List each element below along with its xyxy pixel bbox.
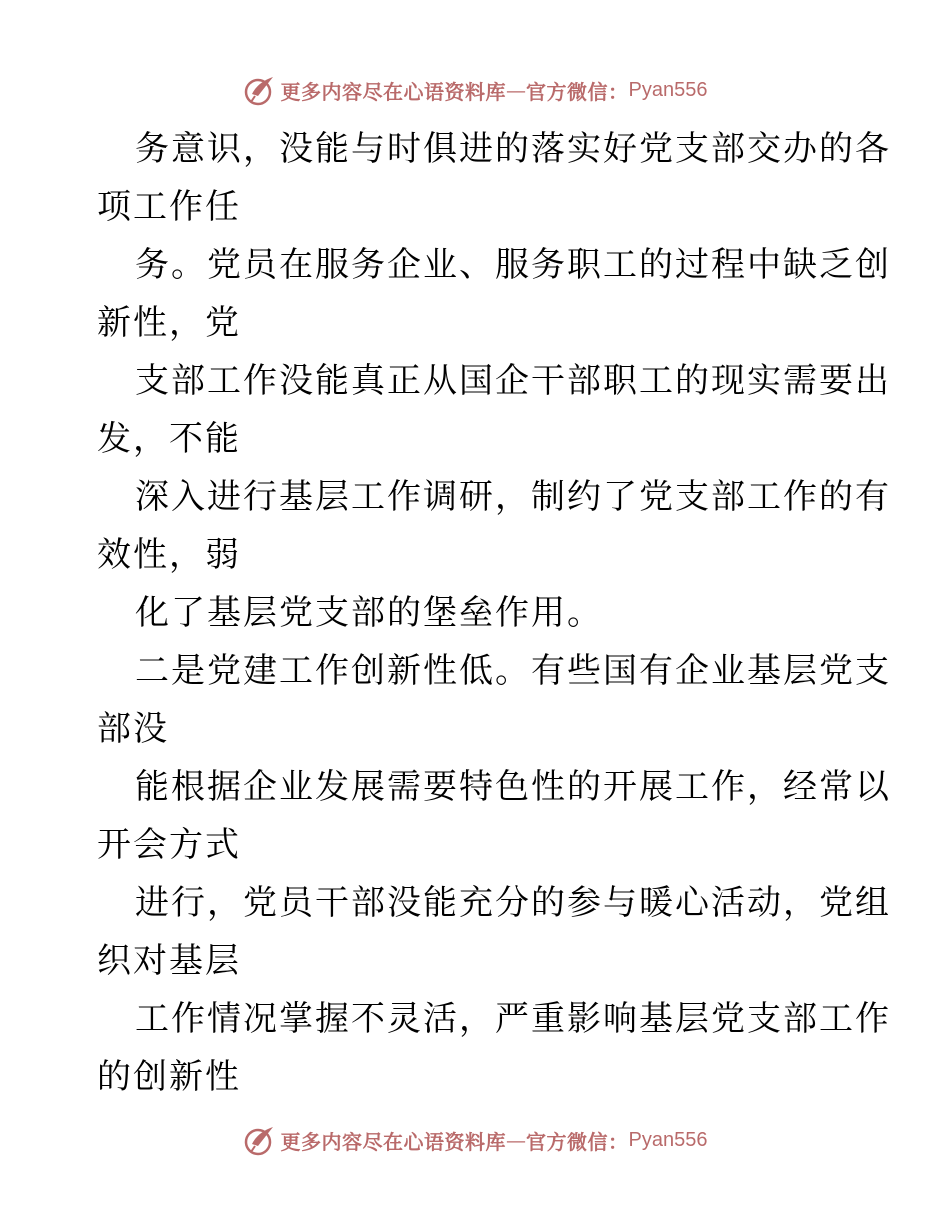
- watermark-dash: —: [506, 78, 527, 102]
- paragraph-line: 织对基层: [97, 941, 241, 981]
- watermark-dash: —: [506, 1128, 527, 1152]
- paragraph-line: 进行，党员干部没能充分的参与暖心活动，党组: [135, 883, 891, 923]
- watermark-id: Pyan556: [628, 1128, 708, 1151]
- paragraph: [97, 352, 891, 468]
- paragraph-line: 支部工作没能真正从国企干部职工的现实需要出: [135, 361, 891, 401]
- paragraph-line: 二是党建工作创新性低。有些国有企业基层党支: [135, 651, 891, 691]
- paragraph-line: 发，不能: [97, 419, 241, 459]
- watermark-official: 官方微信：: [526, 1129, 629, 1154]
- paragraph-line: 的创新性: [97, 1057, 241, 1097]
- paragraph-line: 新性，党: [97, 303, 241, 343]
- paragraph-line: 效性，弱: [97, 535, 241, 575]
- paragraph-line: 开会方式: [97, 825, 241, 865]
- footer-watermark: [0, 1120, 950, 1160]
- paragraph-line: 化了基层党支部的堡垒作用。: [135, 593, 603, 633]
- paragraph-line: 部没: [97, 709, 169, 749]
- watermark-text: 更多内容尽在心语资料库: [280, 79, 507, 104]
- paragraph: [97, 120, 891, 236]
- paragraph-line: 深入进行基层工作调研，制约了党支部工作的有: [135, 477, 891, 517]
- watermark-id: Pyan556: [628, 78, 708, 101]
- paragraph: [97, 236, 891, 352]
- paragraph: [97, 990, 891, 1106]
- quill-seal-icon: [243, 1123, 277, 1157]
- paragraph: [97, 584, 857, 642]
- paragraph-line: 能根据企业发展需要特色性的开展工作，经常以: [135, 767, 891, 807]
- paragraph-line: 务意识，没能与时俱进的落实好党支部交办的各: [135, 129, 891, 169]
- paragraph: [97, 874, 891, 990]
- header-watermark: [0, 70, 950, 110]
- paragraph: [97, 468, 891, 584]
- watermark-official: 官方微信：: [526, 79, 629, 104]
- quill-seal-icon: [243, 73, 277, 107]
- paragraph-line: 项工作任: [97, 187, 241, 227]
- paragraph-line: 工作情况掌握不灵活，严重影响基层党支部工作: [135, 999, 891, 1039]
- document-body: [97, 120, 891, 1106]
- paragraph-line: 务。党员在服务企业、服务职工的过程中缺乏创: [135, 245, 891, 285]
- paragraph: [97, 642, 891, 758]
- paragraph: [97, 758, 891, 874]
- watermark-text: 更多内容尽在心语资料库: [280, 1129, 507, 1154]
